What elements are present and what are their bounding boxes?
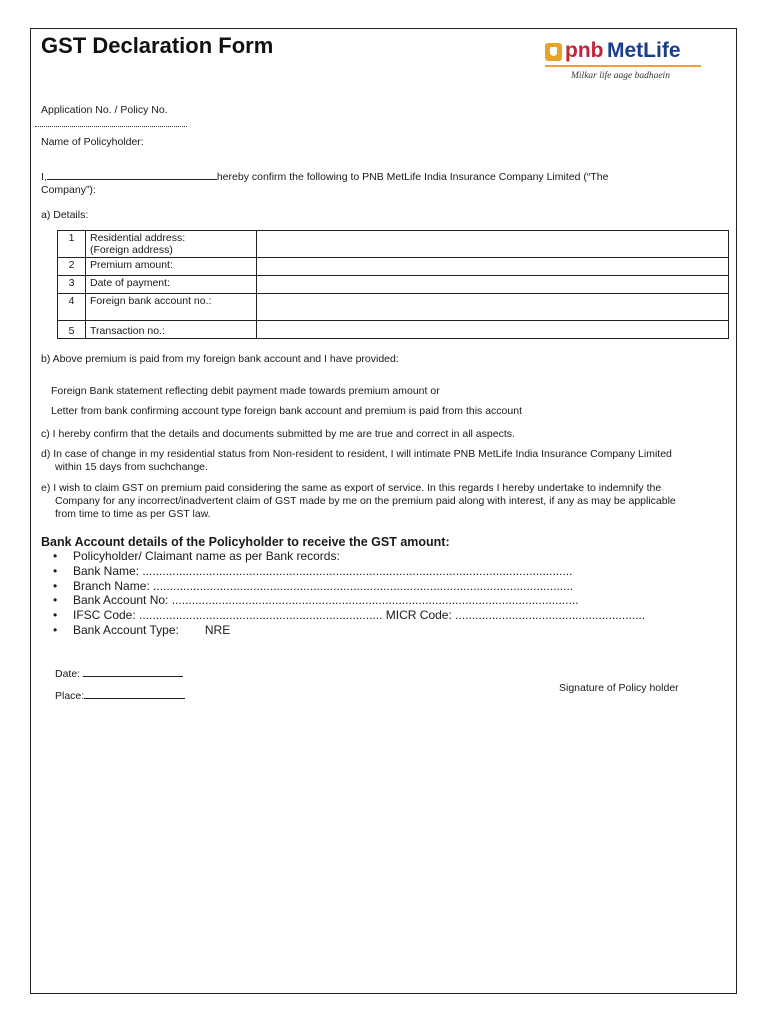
date-field[interactable] <box>83 667 183 677</box>
date-row <box>55 667 183 680</box>
table-row <box>58 231 729 258</box>
branch-name-field[interactable]: .............................................................................................................................. <box>153 578 574 593</box>
confirm-line-1 <box>41 170 608 183</box>
confirm-line-2: Company”): <box>41 184 96 196</box>
logo-brand-pnb: pnb <box>565 39 604 62</box>
table-row <box>58 258 729 276</box>
premium-amount-field[interactable] <box>257 258 729 276</box>
place-row <box>55 689 185 702</box>
application-no-field[interactable] <box>35 124 187 127</box>
clause-b-option-1[interactable]: Foreign Bank statement reflecting debit payment made towards premium amount or <box>51 385 440 397</box>
list-item: • Branch Name: .............................................................................................................................. <box>53 579 645 594</box>
account-type-value: NRE <box>204 622 231 637</box>
clause-e-line-1: e) I wish to claim GST on premium paid considering the same as export of service. In this regards I hereby undertake to indemnify the <box>41 482 662 494</box>
confirm-text: hereby confirm the following to PNB MetLife India Insurance Company Limited (“The <box>216 171 609 183</box>
row-number: 3 <box>58 276 86 294</box>
list-item: • Bank Account Type: NRE <box>53 623 645 638</box>
account-no-field[interactable]: .......................................................................................................................... <box>171 593 579 608</box>
table-row <box>58 294 729 321</box>
application-no-label: Application No. / Policy No. <box>41 104 168 116</box>
form-page <box>30 28 737 994</box>
logo-tagline: Milkar life aage badhaein <box>571 71 670 81</box>
clause-e-line-3: from time to time as per GST law. <box>55 508 211 520</box>
residential-address-field[interactable] <box>257 231 729 258</box>
row-label: Transaction no.: <box>86 321 257 339</box>
row-number: 4 <box>58 294 86 321</box>
form-title: GST Declaration Form <box>41 33 274 58</box>
row-label: Date of payment: <box>86 276 257 294</box>
policyholder-label: Name of Policyholder: <box>41 136 144 148</box>
logo-underline <box>545 65 701 67</box>
clause-b: b) Above premium is paid from my foreign bank account and I have provided: <box>41 353 399 365</box>
bank-details-heading: Bank Account details of the Policyholder to receive the GST amount: <box>41 535 450 549</box>
date-label: Date: <box>55 668 81 680</box>
list-item: • Policyholder/ Claimant name as per Bank records: <box>53 549 645 564</box>
ifsc-field[interactable]: ......................................................................... <box>139 608 383 623</box>
row-number: 1 <box>58 231 86 258</box>
table-row <box>58 321 729 339</box>
row-number: 5 <box>58 321 86 339</box>
place-field[interactable] <box>84 689 185 699</box>
details-label: a) Details: <box>41 209 89 221</box>
list-item: • Bank Account No: .......................................................................................................................... <box>53 593 645 608</box>
clause-b-option-2[interactable]: Letter from bank confirming account type foreign bank account and premium is paid from this account <box>51 405 522 417</box>
clause-c: c) I hereby confirm that the details and documents submitted by me are true and correct in all aspects. <box>41 428 515 440</box>
place-label: Place: <box>55 690 85 702</box>
date-of-payment-field[interactable] <box>257 276 729 294</box>
logo-brand-metlife: MetLife <box>607 39 681 62</box>
clause-e-line-2: Company for any incorrect/inadvertent claim of GST made by me on the premium paid along with interest, if any as may be applicable <box>55 495 676 507</box>
row-number: 2 <box>58 258 86 276</box>
list-item: • IFSC Code: ......................................................................... MICR Code: ......................................................... <box>53 608 645 623</box>
pnb-metlife-logo <box>545 41 705 87</box>
transaction-no-field[interactable] <box>257 321 729 339</box>
bank-details-list <box>53 549 645 638</box>
policyholder-name-field[interactable] <box>47 170 217 180</box>
clause-d-line-1: d) In case of change in my residential status from Non-resident to resident, I will intimate PNB MetLife India Insurance Company Limited <box>41 448 672 460</box>
table-row <box>58 276 729 294</box>
confirm-prefix: I, <box>41 171 47 183</box>
bank-name-field[interactable]: ................................................................................................................................. <box>142 563 573 578</box>
foreign-bank-account-field[interactable] <box>257 294 729 321</box>
signature-label: Signature of Policy holder <box>559 682 679 694</box>
row-label: Foreign bank account no.: <box>86 294 257 321</box>
clause-d-line-2: within 15 days from suchchange. <box>55 461 208 473</box>
logo-mark-icon <box>545 43 562 61</box>
row-label: Premium amount: <box>86 258 257 276</box>
micr-field[interactable]: ......................................................... <box>455 608 646 623</box>
list-item: • Bank Name: ................................................................................................................................. <box>53 564 645 579</box>
row-label: Residential address: (Foreign address) <box>86 231 257 258</box>
details-table <box>57 230 729 339</box>
